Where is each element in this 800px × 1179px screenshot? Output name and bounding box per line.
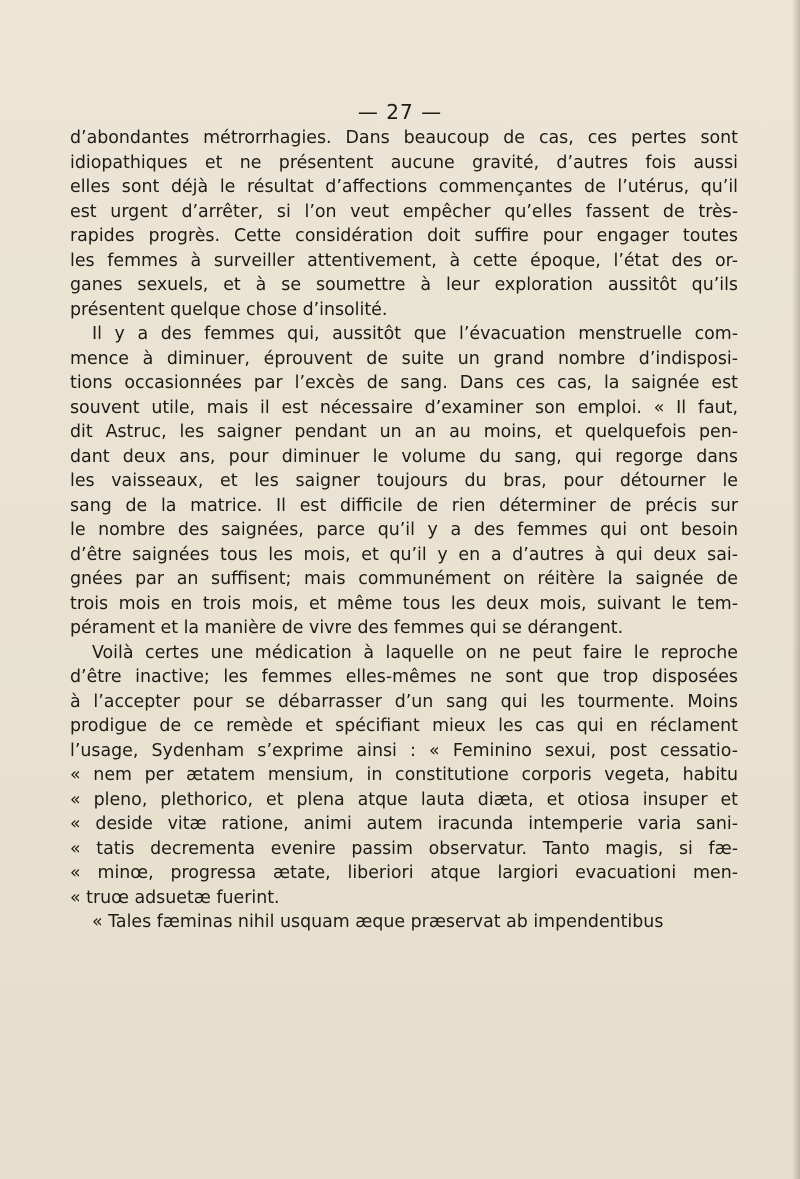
text-line: « deside vitæ ratione, animi autem iracunda intemperie varia sani- — [70, 814, 738, 834]
text-line: « pleno, plethorico, et plena atque lauta diæta, et otiosa insuper et — [70, 789, 738, 810]
text-line: pérament et la manière de vivre des femmes qui se dérangent. — [70, 618, 624, 638]
page-edge-shadow — [792, 0, 800, 1179]
text-line: gnées par an suffisent; mais communément on réitère la saignée de — [70, 569, 738, 589]
text-line: d’être inactive; les femmes elles-mêmes ne sont que trop disposées — [70, 667, 738, 687]
text-line: les vaisseaux, et les saigner toujours du bras, pour détourner le — [70, 471, 738, 491]
text-line: Voilà certes une médication à laquelle on ne peut faire le reproche — [92, 642, 738, 663]
text-line: d’abondantes métrorrhagies. Dans beaucoup de cas, ces pertes sont — [70, 128, 738, 148]
text-line: prodigue de ce remède et spécifiant mieux les cas qui en réclament — [70, 716, 738, 736]
body-text — [70, 126, 738, 935]
text-line: le nombre des saignées, parce qu’il y a des femmes qui ont besoin — [70, 520, 738, 540]
text-line: « tatis decrementa evenire passim observatur. Tanto magis, si fæ- — [70, 838, 738, 859]
text-line: souvent utile, mais il est nécessaire d’examiner son emploi. « Il faut, — [70, 397, 738, 418]
text-line: à l’accepter pour se débarrasser d’un sang qui les tourmente. Moins — [70, 691, 738, 712]
text-line: « truœ adsuetæ fuerint. — [70, 887, 280, 908]
page-number: — 27 — — [357, 100, 443, 124]
text-line: Il y a des femmes qui, aussitôt que l’évacuation menstruelle com- — [92, 324, 738, 344]
text-line: « Tales fæminas nihil usquam æque præservat ab impendentibus — [92, 912, 664, 932]
text-line: dit Astruc, les saigner pendant un an au moins, et quelquefois pen- — [70, 422, 738, 442]
text-line: les femmes à surveiller attentivement, à cette époque, l’état des or- — [70, 250, 738, 271]
text-line: d’être saignées tous les mois, et qu’il y en a d’autres à qui deux sai- — [70, 544, 738, 565]
text-line: rapides progrès. Cette considération doit suffire pour engager toutes — [70, 226, 738, 246]
text-line: « nem per ætatem mensium, in constitutione corporis vegeta, habitu — [70, 765, 738, 785]
text-line: elles sont déjà le résultat d’affections commençantes de l’utérus, qu’il — [70, 177, 738, 197]
text-line: dant deux ans, pour diminuer le volume du sang, qui regorge dans — [70, 446, 738, 467]
text-line: « minœ, progressa ætate, liberiori atque largiori evacuationi men- — [70, 863, 738, 883]
text-line: trois mois en trois mois, et même tous les deux mois, suivant le tem- — [70, 593, 738, 614]
text-line: tions occasionnées par l’excès de sang. Dans ces cas, la saignée est — [70, 373, 738, 393]
text-line: mence à diminuer, éprouvent de suite un grand nombre d’indisposi- — [70, 348, 738, 369]
text-line: est urgent d’arrêter, si l’on veut empêcher qu’elles fassent de très- — [70, 201, 738, 222]
text-line: l’usage, Sydenham s’exprime ainsi : « Feminino sexui, post cessatio- — [70, 740, 738, 761]
text-line: présentent quelque chose d’insolité. — [70, 299, 388, 320]
text-line: sang de la matrice. Il est difficile de rien déterminer de précis sur — [70, 495, 738, 516]
text-line: ganes sexuels, et à se soumettre à leur exploration aussitôt qu’ils — [70, 275, 738, 295]
text-line: idiopathiques et ne présentent aucune gravité, d’autres fois aussi — [70, 152, 738, 173]
